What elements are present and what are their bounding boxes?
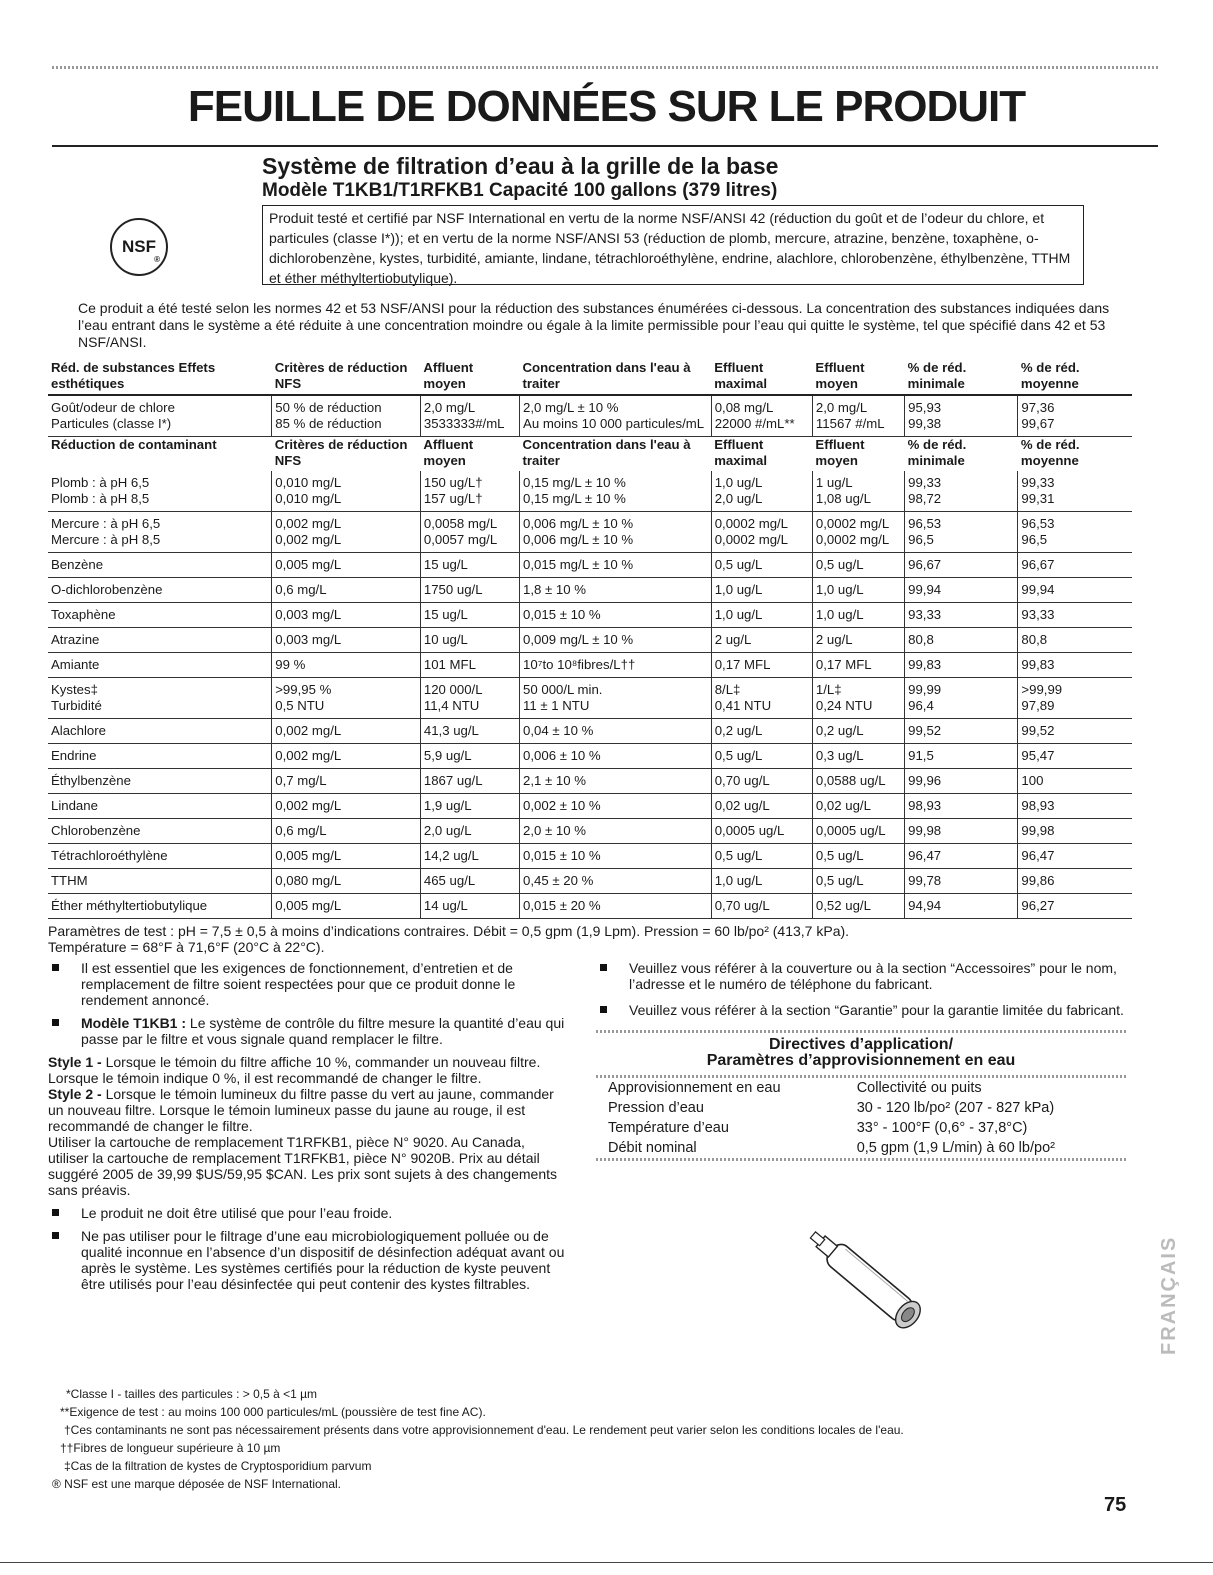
title-rule bbox=[52, 145, 1158, 147]
table-cell: 96,53 96,5 bbox=[1018, 512, 1132, 553]
table-cell: 0,0005 ug/L bbox=[711, 819, 812, 844]
bullet-square-icon bbox=[52, 1019, 59, 1026]
table-cell: 0,45 ± 20 % bbox=[520, 869, 712, 894]
table-row bbox=[48, 603, 1132, 628]
column-header: Effluent maximal bbox=[714, 360, 767, 391]
footnote: ® NSF est une marque déposée de NSF International. bbox=[52, 1477, 342, 1491]
table-cell: 99,96 bbox=[905, 769, 1018, 794]
table-cell: Plomb : à pH 6,5 Plomb : à pH 8,5 bbox=[48, 471, 272, 512]
supply-cell: 0,5 gpm (1,9 L/min) à 60 lb/po² bbox=[856, 1140, 1055, 1156]
table-cell: 2,1 ± 10 % bbox=[520, 769, 712, 794]
left-column bbox=[48, 960, 568, 1299]
table-cell: 41,3 ug/L bbox=[420, 719, 519, 744]
table-cell: 1750 ug/L bbox=[420, 578, 519, 603]
column-header: Critères de réduction NFS bbox=[272, 437, 421, 472]
table-cell: 2,0 ± 10 % bbox=[520, 819, 712, 844]
table-cell: 150 ug/L† 157 ug/L† bbox=[420, 471, 519, 512]
style2-paragraph: Style 2 - Lorsque le témoin lumineux du filtre passe du vert au jaune, commander un nouveau filtre. Lorsque le témoin lumineux passe du jaune au rouge, il est recommandé de changer le filtre. bbox=[48, 1086, 554, 1134]
table-cell: 0,04 ± 10 % bbox=[520, 719, 712, 744]
table-cell: 2 ug/L bbox=[812, 628, 904, 653]
top-dotted-rule bbox=[52, 66, 1158, 69]
table-cell: 0,015 ± 10 % bbox=[520, 603, 712, 628]
table-cell: 96,67 bbox=[1018, 553, 1132, 578]
table-cell: 0,002 mg/L bbox=[272, 719, 421, 744]
table-cell: 0,002 ± 10 % bbox=[520, 794, 712, 819]
table-cell: 5,9 ug/L bbox=[420, 744, 519, 769]
table-cell: 465 ug/L bbox=[420, 869, 519, 894]
supply-cell: Température d’eau bbox=[608, 1120, 729, 1136]
table-row bbox=[48, 553, 1132, 578]
table-cell: 2,0 ug/L bbox=[420, 819, 519, 844]
table-row bbox=[48, 819, 1132, 844]
bullet-square-icon bbox=[600, 1006, 607, 1013]
footnote: ††Fibres de longueur supérieure à 10 µm bbox=[60, 1441, 281, 1455]
table-cell: 96,47 bbox=[1018, 844, 1132, 869]
bullet-item: Le produit ne doit être utilisé que pour l’eau froide. bbox=[48, 1205, 568, 1221]
page-title: FEUILLE DE DONNÉES SUR LE PRODUIT bbox=[187, 82, 1026, 131]
table-cell: 1,0 ug/L bbox=[812, 603, 904, 628]
table-cell: 95,47 bbox=[1018, 744, 1132, 769]
table-cell: 14,2 ug/L bbox=[420, 844, 519, 869]
table-cell: TTHM bbox=[48, 869, 272, 894]
table-row bbox=[48, 894, 1132, 919]
table-row bbox=[48, 719, 1132, 744]
table-cell: 0,5 ug/L bbox=[711, 844, 812, 869]
bullet-item: Modèle T1KB1 : Le système de contrôle du filtre mesure la quantité d’eau qui passe par le filtre et vous signale quand remplacer le filtre. bbox=[48, 1015, 568, 1047]
table-cell: 0,5 ug/L bbox=[812, 844, 904, 869]
table-cell: 0,015 ± 20 % bbox=[520, 894, 712, 919]
column-header: Concentration dans l'eau à traiter bbox=[522, 360, 691, 391]
table-cell: 0,17 MFL bbox=[812, 653, 904, 678]
table-cell: 94,94 bbox=[905, 894, 1018, 919]
column-header: % de réd. moyenne bbox=[1018, 437, 1132, 472]
table-cell: 0,010 mg/L 0,010 mg/L bbox=[272, 471, 421, 512]
test-params-line: Paramètres de test : pH = 7,5 ± 0,5 à moins d’indications contraires. Débit = 0,5 gpm (1,9 Lpm). Pression = 60 lb/po² (413,7 kPa). bbox=[48, 923, 850, 939]
table-cell: 101 MFL bbox=[420, 653, 519, 678]
filter-cartridge-icon bbox=[800, 1222, 950, 1352]
table-cell: 0,002 mg/L 0,002 mg/L bbox=[272, 512, 421, 553]
table-cell: 0,015 mg/L ± 10 % bbox=[520, 553, 712, 578]
dotted-rule bbox=[596, 1158, 1126, 1161]
bottom-rule bbox=[0, 1562, 1213, 1563]
table-cell: 0,15 mg/L ± 10 % 0,15 mg/L ± 10 % bbox=[520, 471, 712, 512]
table-cell: 1,0 ug/L bbox=[711, 603, 812, 628]
table-header-aesthetic bbox=[48, 360, 1132, 395]
column-header: Effluent moyen bbox=[812, 437, 904, 472]
table-cell: 99,99 96,4 bbox=[905, 678, 1018, 719]
table-row bbox=[48, 578, 1132, 603]
footnote: †Ces contaminants ne sont pas nécessairement présents dans votre approvisionnement d'eau. Le rendement peut varier selon les conditions locales de l'eau. bbox=[64, 1423, 904, 1437]
table-cell: 93,33 bbox=[905, 603, 1018, 628]
certification-box: Produit testé et certifié par NSF International en vertu de la norme NSF/ANSI 42 (réduction du goût et de l’odeur du chlore, et particules (classe I*)); et en vertu de la norme NSF/ANSI 53 (réduction de plomb, mercure, atrazine, benzène, toxaphène, o-dichlorobenzène, kystes, turbidité, amiante, lindane, tétrachloroéthylène, endrine, alachlore, chlorobenzène, éthylbenzène, TTHM et éther méthyltertiobutylique). bbox=[262, 205, 1084, 285]
footnote: ‡Cas de la filtration de kystes de Cryptosporidium parvum bbox=[64, 1459, 372, 1473]
style1-paragraph: Style 1 - Lorsque le témoin du filtre affiche 10 %, commander un nouveau filtre. Lorsque le témoin indique 0 %, il est recommandé de changer le filtre. bbox=[48, 1054, 541, 1086]
table-cell: Goût/odeur de chlore Particules (classe I*) bbox=[48, 395, 272, 437]
table-cell: 99,83 bbox=[1018, 653, 1132, 678]
table-cell: 1/L‡ 0,24 NTU bbox=[812, 678, 904, 719]
table-cell: Tétrachloroéthylène bbox=[48, 844, 272, 869]
model-capacity: Modèle T1KB1/T1RFKB1 Capacité 100 gallons (379 litres) bbox=[262, 180, 778, 201]
supply-row bbox=[596, 1138, 1126, 1158]
bullet-item: Il est essentiel que les exigences de fonctionnement, d’entretien et de remplacement de filtre soient respectées pour que ce produit donne le rendement annoncé. bbox=[48, 960, 568, 1008]
performance-table bbox=[48, 360, 1132, 919]
table-cell: 0,005 mg/L bbox=[272, 894, 421, 919]
directives-title: Directives d’application/ bbox=[768, 1036, 954, 1053]
table-cell: 0,005 mg/L bbox=[272, 844, 421, 869]
table-row bbox=[48, 628, 1132, 653]
table-cell: 0,015 ± 10 % bbox=[520, 844, 712, 869]
column-header: Concentration dans l'eau à traiter bbox=[520, 437, 712, 472]
bullet-square-icon bbox=[52, 1232, 59, 1239]
table-cell: 1,9 ug/L bbox=[420, 794, 519, 819]
table-cell: 99,78 bbox=[905, 869, 1018, 894]
table-cell: 99,94 bbox=[905, 578, 1018, 603]
table-cell: 0,02 ug/L bbox=[711, 794, 812, 819]
table-row bbox=[48, 678, 1132, 719]
bullet-square-icon bbox=[52, 964, 59, 971]
table-row bbox=[48, 844, 1132, 869]
table-cell: 0,52 ug/L bbox=[812, 894, 904, 919]
column-header: Affluent moyen bbox=[420, 437, 519, 472]
table-cell: 0,0005 ug/L bbox=[812, 819, 904, 844]
test-params-line: Température = 68°F à 71,6°F (20°C à 22°C). bbox=[48, 939, 325, 955]
column-header: % de réd. moyenne bbox=[1020, 360, 1080, 391]
table-row bbox=[48, 744, 1132, 769]
table-cell: 15 ug/L bbox=[420, 603, 519, 628]
table-cell: 80,8 bbox=[1018, 628, 1132, 653]
table-cell: Benzène bbox=[48, 553, 272, 578]
table-cell: 99,52 bbox=[1018, 719, 1132, 744]
table-cell: 2 ug/L bbox=[711, 628, 812, 653]
table-cell: 1,8 ± 10 % bbox=[520, 578, 712, 603]
table-cell: 0,0002 mg/L 0,0002 mg/L bbox=[812, 512, 904, 553]
bullet-item: Veuillez vous référer à la couverture ou à la section “Accessoires” pour le nom, l’adresse et le numéro de téléphone du fabricant. bbox=[596, 960, 1126, 992]
table-cell: 0,70 ug/L bbox=[711, 769, 812, 794]
dotted-rule bbox=[596, 1030, 1126, 1033]
table-cell: 99,52 bbox=[905, 719, 1018, 744]
table-row bbox=[48, 769, 1132, 794]
table-cell: 0,0058 mg/L 0,0057 mg/L bbox=[420, 512, 519, 553]
table-cell: 1,0 ug/L 2,0 ug/L bbox=[711, 471, 812, 512]
table-cell: 0,17 MFL bbox=[711, 653, 812, 678]
table-cell: 91,5 bbox=[905, 744, 1018, 769]
table-cell: Endrine bbox=[48, 744, 272, 769]
table-cell: 50 % de réduction 85 % de réduction bbox=[272, 395, 421, 437]
column-header: Effluent moyen bbox=[815, 360, 865, 391]
column-header: Réd. de substances Effets esthétiques bbox=[51, 360, 216, 391]
table-cell: 99,33 99,31 bbox=[1018, 471, 1132, 512]
table-cell: 0,003 mg/L bbox=[272, 603, 421, 628]
supply-parameters-table bbox=[596, 1078, 1126, 1158]
side-language-tab: FRANÇAIS bbox=[1158, 1235, 1180, 1355]
table-cell: Mercure : à pH 6,5 Mercure : à pH 8,5 bbox=[48, 512, 272, 553]
table-cell: 10⁷to 10⁸fibres/L†† bbox=[520, 653, 712, 678]
supply-row bbox=[596, 1078, 1126, 1098]
column-header: % de réd. minimale bbox=[905, 437, 1018, 472]
table-cell: 0,002 mg/L bbox=[272, 794, 421, 819]
bullet-item: Ne pas utiliser pour le filtrage d’une eau microbiologiquement polluée ou de qualité inconnue en l’absence d’un dispositif de désinfection adéquat avant ou après le système. Les systèmes certifiés pour la réduction de kyste peuvent être utilisés pour l’eau désinfectée qui peut contenir des kystes filtrables. bbox=[48, 1228, 568, 1292]
table-cell: 0,003 mg/L bbox=[272, 628, 421, 653]
table-cell: 99,94 bbox=[1018, 578, 1132, 603]
table-cell: Toxaphène bbox=[48, 603, 272, 628]
table-cell: 1 ug/L 1,08 ug/L bbox=[812, 471, 904, 512]
table-cell: Atrazine bbox=[48, 628, 272, 653]
table-row bbox=[48, 794, 1132, 819]
table-cell: 0,5 ug/L bbox=[711, 744, 812, 769]
filter-cartridge-illustration bbox=[800, 1222, 950, 1357]
table-cell: 0,5 ug/L bbox=[812, 553, 904, 578]
supply-cell: Débit nominal bbox=[608, 1140, 697, 1156]
table-cell: 1,0 ug/L bbox=[812, 578, 904, 603]
table-cell: 80,8 bbox=[905, 628, 1018, 653]
table-cell: 0,70 ug/L bbox=[711, 894, 812, 919]
supply-row bbox=[596, 1098, 1126, 1118]
table-cell: Éthylbenzène bbox=[48, 769, 272, 794]
table-cell: 0,009 mg/L ± 10 % bbox=[520, 628, 712, 653]
table-cell: 97,36 99,67 bbox=[1018, 395, 1132, 437]
table-cell: Éther méthyltertiobutylique bbox=[48, 894, 272, 919]
table-cell: 15 ug/L bbox=[420, 553, 519, 578]
table-cell: 0,08 mg/L 22000 #/mL** bbox=[711, 395, 812, 437]
supply-cell: Approvisionnement en eau bbox=[608, 1080, 781, 1096]
table-cell: 96,67 bbox=[905, 553, 1018, 578]
supply-cell: 33° - 100°F (0,6° - 37,8°C) bbox=[856, 1120, 1028, 1136]
table-cell: 99,83 bbox=[905, 653, 1018, 678]
table-cell: 2,0 mg/L 3533333#/mL bbox=[420, 395, 519, 437]
table-cell: 100 bbox=[1018, 769, 1132, 794]
table-cell: 1,0 ug/L bbox=[711, 869, 812, 894]
table-cell: 0,5 ug/L bbox=[812, 869, 904, 894]
table-cell: 99,86 bbox=[1018, 869, 1132, 894]
directives-subtitle: Paramètres d’approvisionnement en eau bbox=[706, 1052, 1016, 1069]
table-cell: Chlorobenzène bbox=[48, 819, 272, 844]
table-header-contaminant bbox=[48, 437, 1132, 472]
bullet-item: Veuillez vous référer à la section “Garantie” pour la garantie limitée du fabricant. bbox=[596, 1002, 1126, 1018]
table-cell: 96,27 bbox=[1018, 894, 1132, 919]
table-cell: 0,2 ug/L bbox=[711, 719, 812, 744]
table-cell: 0,5 ug/L bbox=[711, 553, 812, 578]
table-cell: 0,006 mg/L ± 10 % 0,006 mg/L ± 10 % bbox=[520, 512, 712, 553]
table-cell: 96,53 96,5 bbox=[905, 512, 1018, 553]
table-row bbox=[48, 471, 1132, 512]
table-cell: 2,0 mg/L ± 10 % Au moins 10 000 particules/mL bbox=[520, 395, 712, 437]
table-row bbox=[48, 395, 1132, 437]
table-cell: 1,0 ug/L bbox=[711, 578, 812, 603]
table-cell: 1867 ug/L bbox=[420, 769, 519, 794]
table-cell: 93,33 bbox=[1018, 603, 1132, 628]
table-cell: 0,6 mg/L bbox=[272, 578, 421, 603]
table-row bbox=[48, 869, 1132, 894]
table-cell: 0,0002 mg/L 0,0002 mg/L bbox=[711, 512, 812, 553]
table-cell: 120 000/L 11,4 NTU bbox=[420, 678, 519, 719]
column-header: Critères de réduction NFS bbox=[274, 360, 408, 391]
bullet-square-icon bbox=[600, 964, 607, 971]
table-cell: 0,7 mg/L bbox=[272, 769, 421, 794]
table-cell: >99,99 97,89 bbox=[1018, 678, 1132, 719]
table-cell: 95,93 99,38 bbox=[905, 395, 1018, 437]
table-cell: 14 ug/L bbox=[420, 894, 519, 919]
test-parameters bbox=[48, 923, 849, 955]
table-cell: 99,98 bbox=[905, 819, 1018, 844]
table-cell: O-dichlorobenzène bbox=[48, 578, 272, 603]
table-cell: 0,006 ± 10 % bbox=[520, 744, 712, 769]
supply-cell: 30 - 120 lb/po² (207 - 827 kPa) bbox=[856, 1100, 1055, 1116]
footnotes bbox=[52, 1385, 904, 1493]
table-cell: 98,93 bbox=[905, 794, 1018, 819]
table-cell: 8/L‡ 0,41 NTU bbox=[711, 678, 812, 719]
nsf-logo-icon: NSF ® bbox=[110, 218, 168, 276]
intro-paragraph: Ce produit a été testé selon les normes 42 et 53 NSF/ANSI pour la réduction des substances énumérées ci-dessous. La concentration des substances indiquées dans l’eau entrant dans le système a été réduite à une concentration moindre ou égale à la limite permissible pour l’eau qui quitte le système, tel que spécifié dans 42 et 53 NSF/ANSI. bbox=[78, 300, 1110, 350]
table-cell: 10 ug/L bbox=[420, 628, 519, 653]
column-header: % de réd. minimale bbox=[907, 360, 967, 391]
table-cell: 98,93 bbox=[1018, 794, 1132, 819]
table-cell: 50 000/L min. 11 ± 1 NTU bbox=[520, 678, 712, 719]
table-cell: 2,0 mg/L 11567 #/mL bbox=[812, 395, 904, 437]
table-cell: 0,0588 ug/L bbox=[812, 769, 904, 794]
table-cell: 99,33 98,72 bbox=[905, 471, 1018, 512]
page-number: 75 bbox=[1104, 1494, 1127, 1516]
table-row bbox=[48, 512, 1132, 553]
table-cell: 0,02 ug/L bbox=[812, 794, 904, 819]
table-cell: 0,005 mg/L bbox=[272, 553, 421, 578]
supply-row bbox=[596, 1118, 1126, 1138]
replacement-paragraph: Utiliser la cartouche de remplacement T1RFKB1, pièce N° 9020. Au Canada, utiliser la cartouche de remplacement T1RFKB1, pièce N° 9020B. Prix au détail suggéré 2005 de 39,99 $US/59,95 $CAN. Les prix sont sujets à des changements sans préavis. bbox=[48, 1134, 557, 1198]
column-header: Réduction de contaminant bbox=[48, 437, 272, 472]
column-header: Effluent maximal bbox=[711, 437, 812, 472]
right-column bbox=[596, 960, 1126, 1161]
supply-cell: Pression d’eau bbox=[608, 1100, 704, 1116]
table-cell: >99,95 % 0,5 NTU bbox=[272, 678, 421, 719]
supply-cell: Collectivité ou puits bbox=[856, 1080, 982, 1096]
table-cell: Alachlore bbox=[48, 719, 272, 744]
footnote: *Classe I - tailles des particules : > 0,5 à <1 µm bbox=[66, 1387, 318, 1401]
bullet-square-icon bbox=[52, 1209, 59, 1216]
table-cell: 0,6 mg/L bbox=[272, 819, 421, 844]
table-cell: 96,47 bbox=[905, 844, 1018, 869]
table-cell: 0,080 mg/L bbox=[272, 869, 421, 894]
table-cell: 0,2 ug/L bbox=[812, 719, 904, 744]
system-subtitle: Système de filtration d’eau à la grille de la base bbox=[262, 153, 779, 179]
footnote: **Exigence de test : au moins 100 000 particules/mL (poussière de test fine AC). bbox=[60, 1405, 486, 1419]
table-cell: Amiante bbox=[48, 653, 272, 678]
table-cell: 0,002 mg/L bbox=[272, 744, 421, 769]
table-row bbox=[48, 653, 1132, 678]
table-cell: 99,98 bbox=[1018, 819, 1132, 844]
table-cell: Kystes‡ Turbidité bbox=[48, 678, 272, 719]
table-cell: Lindane bbox=[48, 794, 272, 819]
column-header: Affluent moyen bbox=[423, 360, 474, 391]
table-cell: 0,3 ug/L bbox=[812, 744, 904, 769]
table-cell: 99 % bbox=[272, 653, 421, 678]
